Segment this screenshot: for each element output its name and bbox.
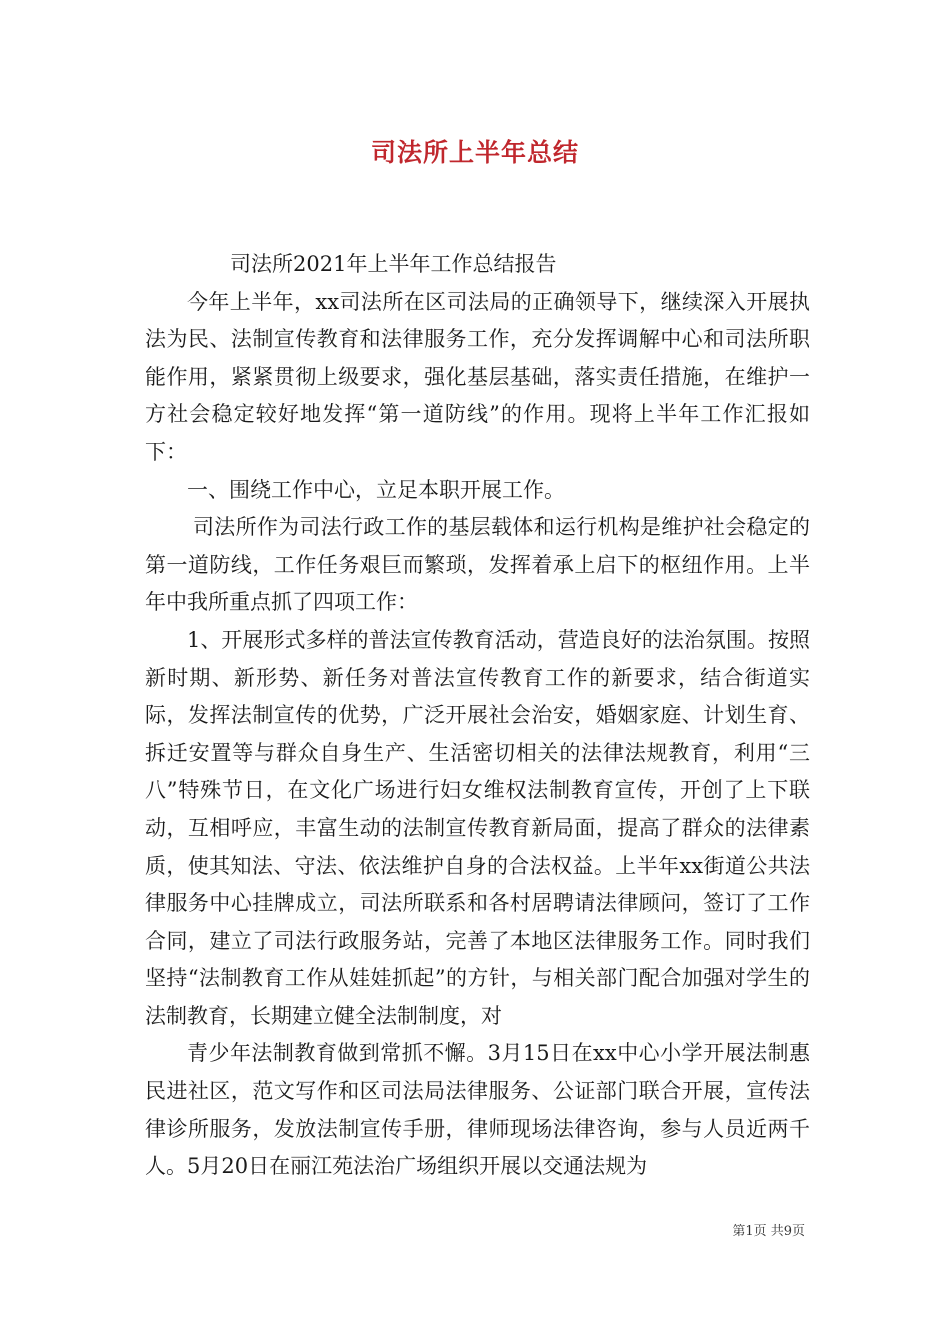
document-body [145, 246, 810, 1186]
report-subtitle: 司法所2021年上半年工作总结报告 [230, 252, 557, 276]
paragraph-intro: 今年上半年，xx司法所在区司法局的正确领导下，继续深入开展执法为民、法制宣传教育和法律服务工作，充分发挥调解中心和司法所职能作用，紧紧贯彻上级要求，强化基层基础，落实责任措施，在维护一方社会稳定较好地发挥“第一道防线”的作用。现将上半年工作汇报如下： [145, 289, 810, 464]
page-number: 第1页 共9页 [732, 1224, 805, 1239]
paragraph-continued: 青少年法制教育做到常抓不懈。3月15日在xx中心小学开展法制惠民进社区，范文写作和区司法局法律服务、公证部门联合开展，宣传法律诊所服务，发放法制宣传手册，律师现场法律咨询，参与人员近两千人。5月20日在丽江苑法治广场组织开展以交通法规为 [145, 1041, 810, 1179]
section-heading: 一、围绕工作中心，立足本职开展工作。 [187, 477, 565, 502]
document-title: 司法所上半年总结 [370, 138, 579, 167]
paragraph-item-1: 1、开展形式多样的普法宣传教育活动，营造良好的法治氛围。按照新时期、新形势、新任务对普法宣传教育工作的新要求，结合街道实际，发挥法制宣传的优势，广泛开展社会治安，婚姻家庭、计划生育、拆迁安置等与群众自身生产、生活密切相关的法律法规教育，利用“三八”特殊节日，在文化广场进行妇女维权法制教育宣传，开创了上下联动，互相呼应，丰富生动的法制宣传教育新局面，提高了群众的法律素质，使其知法、守法、依法维护自身的合法权益。上半年xx街道公共法律服务中心挂牌成立，司法所联系和各村居聘请法律顾问，签订了工作合同，建立了司法行政服务站，完善了本地区法律服务工作。同时我们坚持“法制教育工作从娃娃抓起”的方针，与相关部门配合加强对学生的法制教育，长期建立健全法制制度，对 [145, 627, 810, 1028]
paragraph-role: 司法所作为司法行政工作的基层载体和运行机构是维护社会稳定的第一道防线，工作任务艰巨而繁琐，发挥着承上启下的枢纽作用。上半年中我所重点抓了四项工作： [145, 515, 810, 615]
